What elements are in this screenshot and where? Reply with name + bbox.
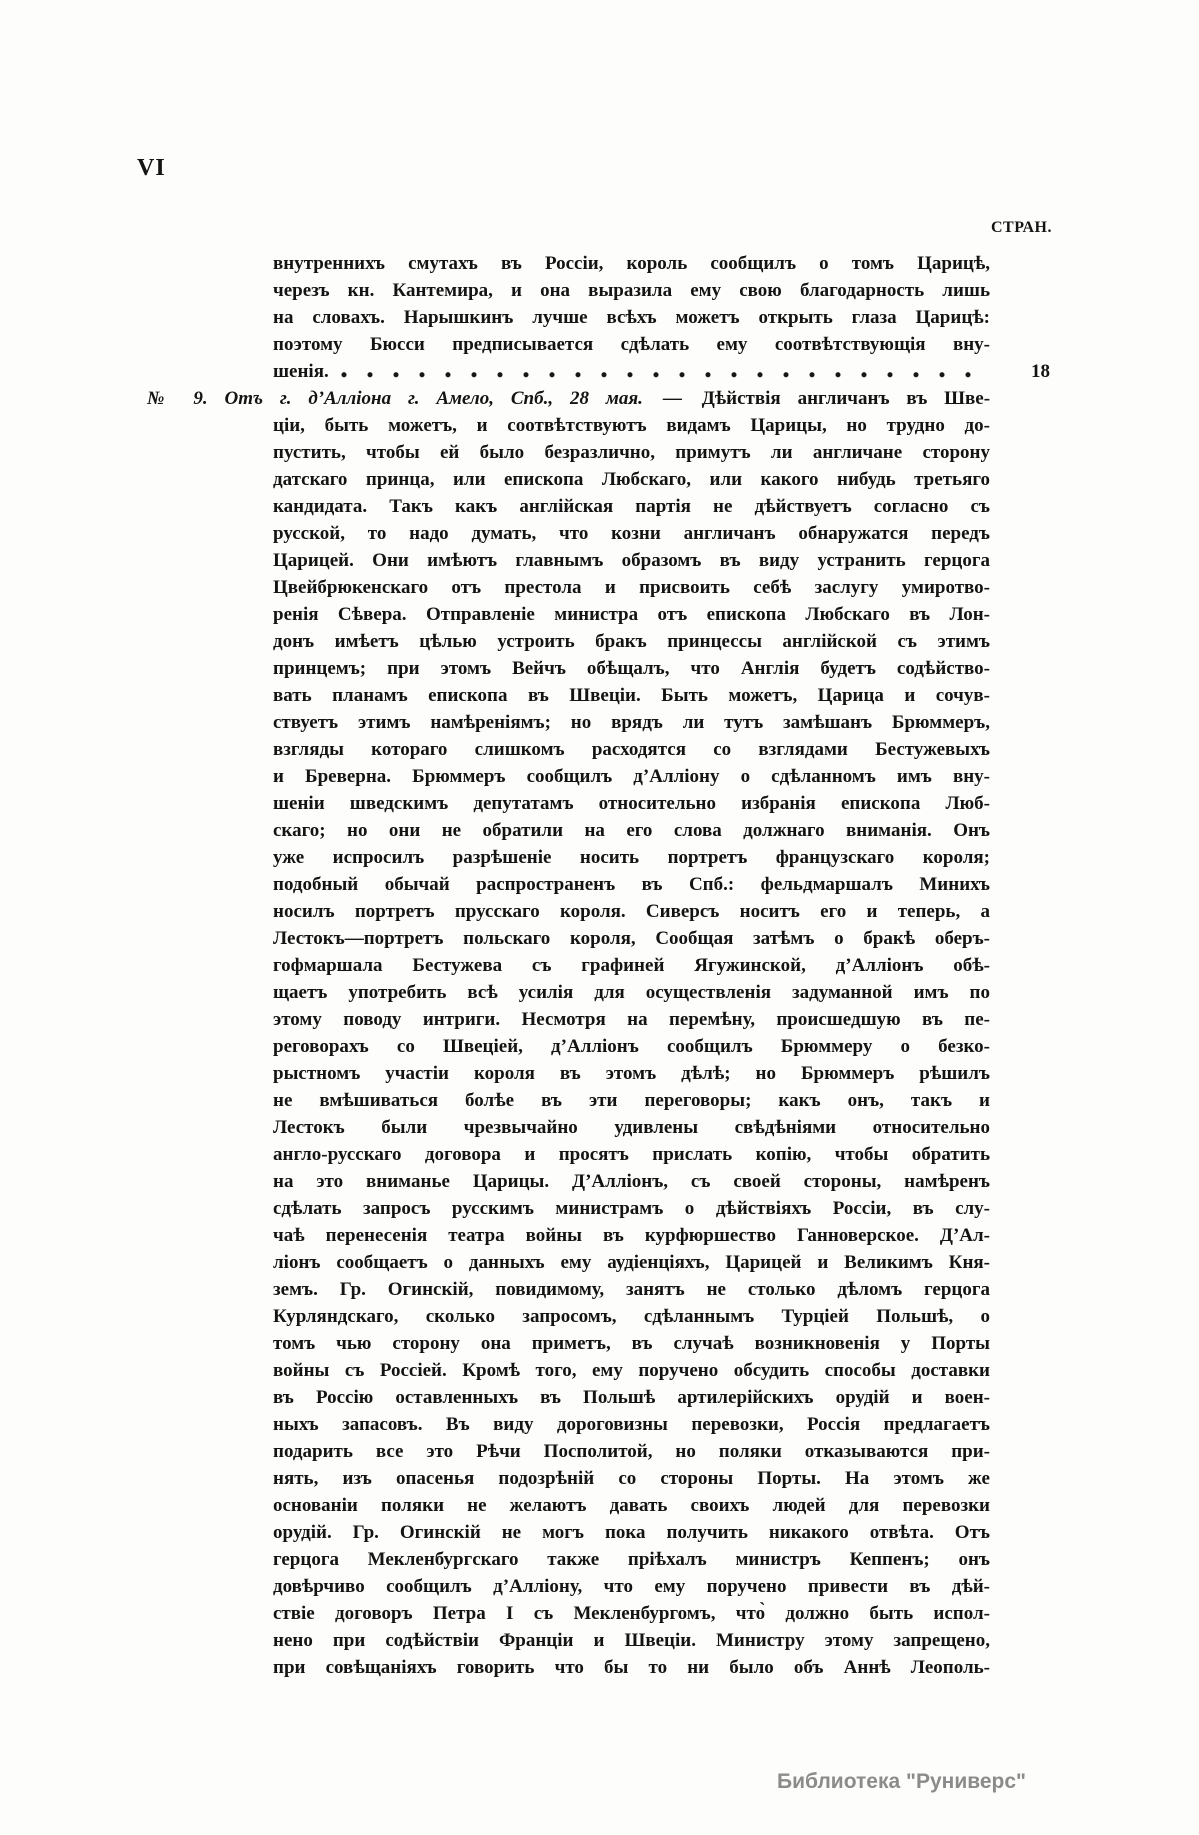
text-line: при совѣщаніяхъ говорить что бы то ни было объ Аннѣ Леополь- xyxy=(273,1657,990,1678)
text-line: этому поводу интриги. Несмотря на перемѣну, происшедшую въ пе- xyxy=(273,1009,990,1030)
entry-8-last-word: шенія. xyxy=(273,361,329,382)
text-line: взгляды котораго слишкомъ расходятся со взглядами Бестужевыхъ xyxy=(273,739,990,760)
text-line: подарить все это Рѣчи Посполитой, но поляки отказываются при- xyxy=(273,1441,990,1462)
text-line: донъ имѣетъ цѣлью устроить бракъ принцессы англійской съ этимъ xyxy=(273,631,990,652)
text-line: земъ. Гр. Огинскій, повидимому, занятъ не столько дѣломъ герцога xyxy=(273,1279,990,1300)
text-line: кандидата. Такъ какъ англійская партія не дѣйствуетъ согласно съ xyxy=(273,496,990,517)
text-line: шеніи шведскимъ депутатамъ относительно избранія епископа Люб- xyxy=(273,793,990,814)
text-line: Курляндскаго, сколько запросомъ, сдѣланнымъ Турціей Польшѣ, о xyxy=(273,1306,990,1327)
text-line: Царицей. Они имѣютъ главнымъ образомъ въ виду устранить герцога xyxy=(273,550,990,571)
text-line: черезъ кн. Кантемира, и она выразила ему свою благодарность лишь xyxy=(273,280,990,301)
text-line: реговорахъ со Швеціей, д’Алліонъ сообщилъ Брюммеру о безко- xyxy=(273,1036,990,1057)
page-column-heading: СТРАН. xyxy=(991,219,1052,236)
text-line: основаніи поляки не желаютъ давать своихъ людей для перевозки xyxy=(273,1495,990,1516)
text-line: ціи, быть можетъ, и соотвѣтствуютъ видамъ Царицы, но трудно до- xyxy=(273,415,990,436)
text-line: на словахъ. Нарышкинъ лучше всѣхъ можетъ открыть глаза Царицѣ: xyxy=(273,307,990,328)
text-line: ствуетъ этимъ намѣреніямъ; но врядъ ли тутъ замѣшанъ Брюммеръ, xyxy=(273,712,990,733)
text-line: ренія Сѣвера. Отправленіе министра отъ епископа Любскаго въ Лон- xyxy=(273,604,990,625)
text-line: уже испросилъ разрѣшеніе носить портретъ французскаго короля; xyxy=(273,847,990,868)
text-line: гофмаршала Бестужева съ графиней Ягужинской, д’Алліонъ обѣ- xyxy=(273,955,990,976)
text-line: принцемъ; при этомъ Вейчъ обѣщалъ, что Англія будетъ содѣйство- xyxy=(273,658,990,679)
library-watermark: Библиотека "Руниверс" xyxy=(777,1770,1027,1793)
text-line: подобный обычай распространенъ въ Спб.: фельдмаршалъ Минихъ xyxy=(273,874,990,895)
entry-9-heading-line xyxy=(147,385,990,412)
text-line: скаго; но они не обратили на его слова должнаго вниманія. Онъ xyxy=(273,820,990,841)
text-line: нено при содѣйствіи Франціи и Швеціи. Министру этому запрещено, xyxy=(273,1630,990,1651)
entry-9-heading-separator: — xyxy=(662,388,682,409)
entry-8-lines xyxy=(273,250,990,358)
text-line: не вмѣшиваться болѣе въ эти переговоры; какъ онъ, такъ и xyxy=(273,1090,990,1111)
entry-9-lines xyxy=(273,412,990,1681)
text-line: русской, то надо думать, что козни англичанъ обнаружатся передъ xyxy=(273,523,990,544)
entry-9-number: № 9. xyxy=(147,388,208,409)
text-line: на это вниманье Царицы. Д’Алліонъ, съ своей стороны, намѣренъ xyxy=(273,1171,990,1192)
text-line: Лестокъ были чрезвычайно удивлены свѣдѣніями относительно xyxy=(273,1117,990,1138)
text-line: ліонъ сообщаетъ о данныхъ ему аудіенціяхъ, Царицей и Великимъ Кня- xyxy=(273,1252,990,1273)
text-line: Лестокъ—портретъ польскаго короля, Сообщая затѣмъ о бракѣ оберъ- xyxy=(273,928,990,949)
text-line: Цвейбрюкенскаго отъ престола и присвоить себѣ заслугу умиротво- xyxy=(273,577,990,598)
text-line: довѣрчиво сообщилъ д’Алліону, что ему поручено привести въ дѣй- xyxy=(273,1576,990,1597)
text-line: герцога Мекленбургскаго также пріѣхалъ министръ Кеппенъ; онъ xyxy=(273,1549,990,1570)
entry-9 xyxy=(147,385,991,1681)
entry-9-heading: Отъ г. д’Алліона г. Амело, Спб., 28 мая. xyxy=(224,388,643,409)
text-line: англо-русскаго договора и просятъ прислать копію, чтобы обратить xyxy=(273,1144,990,1165)
text-line: ствіе договоръ Петра I съ Мекленбургомъ, что̀ должно быть испол- xyxy=(273,1603,990,1624)
text-line: и Бреверна. Брюммеръ сообщилъ д’Алліону о сдѣланномъ имъ вну- xyxy=(273,766,990,787)
text-line: поэтому Бюсси предписывается сдѣлать ему соотвѣтствующія вну- xyxy=(273,334,990,355)
text-line: нять, изъ опасенья подозрѣній со стороны Порты. На этомъ же xyxy=(273,1468,990,1489)
text-line: датскаго принца, или епископа Любскаго, или какого нибудь третьяго xyxy=(273,469,990,490)
entry-8-leader-line xyxy=(273,358,1050,385)
dotted-leader xyxy=(341,358,983,385)
folio-number: VI xyxy=(137,155,166,181)
text-line: щаетъ употребить всѣ усилія для осуществленія задуманной имъ по xyxy=(273,982,990,1003)
text-line: орудій. Гр. Огинскій не могъ пока получить никакого отвѣта. Отъ xyxy=(273,1522,990,1543)
text-line: рыстномъ участіи короля въ этомъ дѣлѣ; но Брюммеръ рѣшилъ xyxy=(273,1063,990,1084)
entry-8-page-ref: 18 xyxy=(1031,361,1050,382)
text-line: войны съ Россіей. Кромѣ того, ему поручено обсудить способы доставки xyxy=(273,1360,990,1381)
text-line: сдѣлать запросъ русскимъ министрамъ о дѣйствіяхъ Россіи, въ слу- xyxy=(273,1198,990,1219)
text-line: въ Россію оставленныхъ въ Польшѣ артилерійскихъ орудій и воен- xyxy=(273,1387,990,1408)
text-line: носилъ портретъ прусскаго короля. Сиверсъ носитъ его и теперь, а xyxy=(273,901,990,922)
text-line: пустить, чтобы ей было безразлично, примутъ ли англичане сторону xyxy=(273,442,990,463)
text-line: ныхъ запасовъ. Въ виду дороговизны перевозки, Россія предлагаетъ xyxy=(273,1414,990,1435)
entry-9-first-line-text: Дѣйствія англичанъ въ Шве- xyxy=(701,388,991,409)
toc-body xyxy=(147,250,1050,1681)
text-line: внутреннихъ смутахъ въ Россіи, король сообщилъ о томъ Царицѣ, xyxy=(273,253,990,274)
entry-8-continuation xyxy=(273,250,1050,385)
text-line: вать планамъ епископа въ Швеціи. Быть можетъ, Царица и сочув- xyxy=(273,685,990,706)
text-line: томъ чью сторону она приметъ, въ случаѣ возникновенія у Порты xyxy=(273,1333,990,1354)
text-line: чаѣ перенесенія театра войны въ курфюршество Ганноверское. Д’Ал- xyxy=(273,1225,990,1246)
